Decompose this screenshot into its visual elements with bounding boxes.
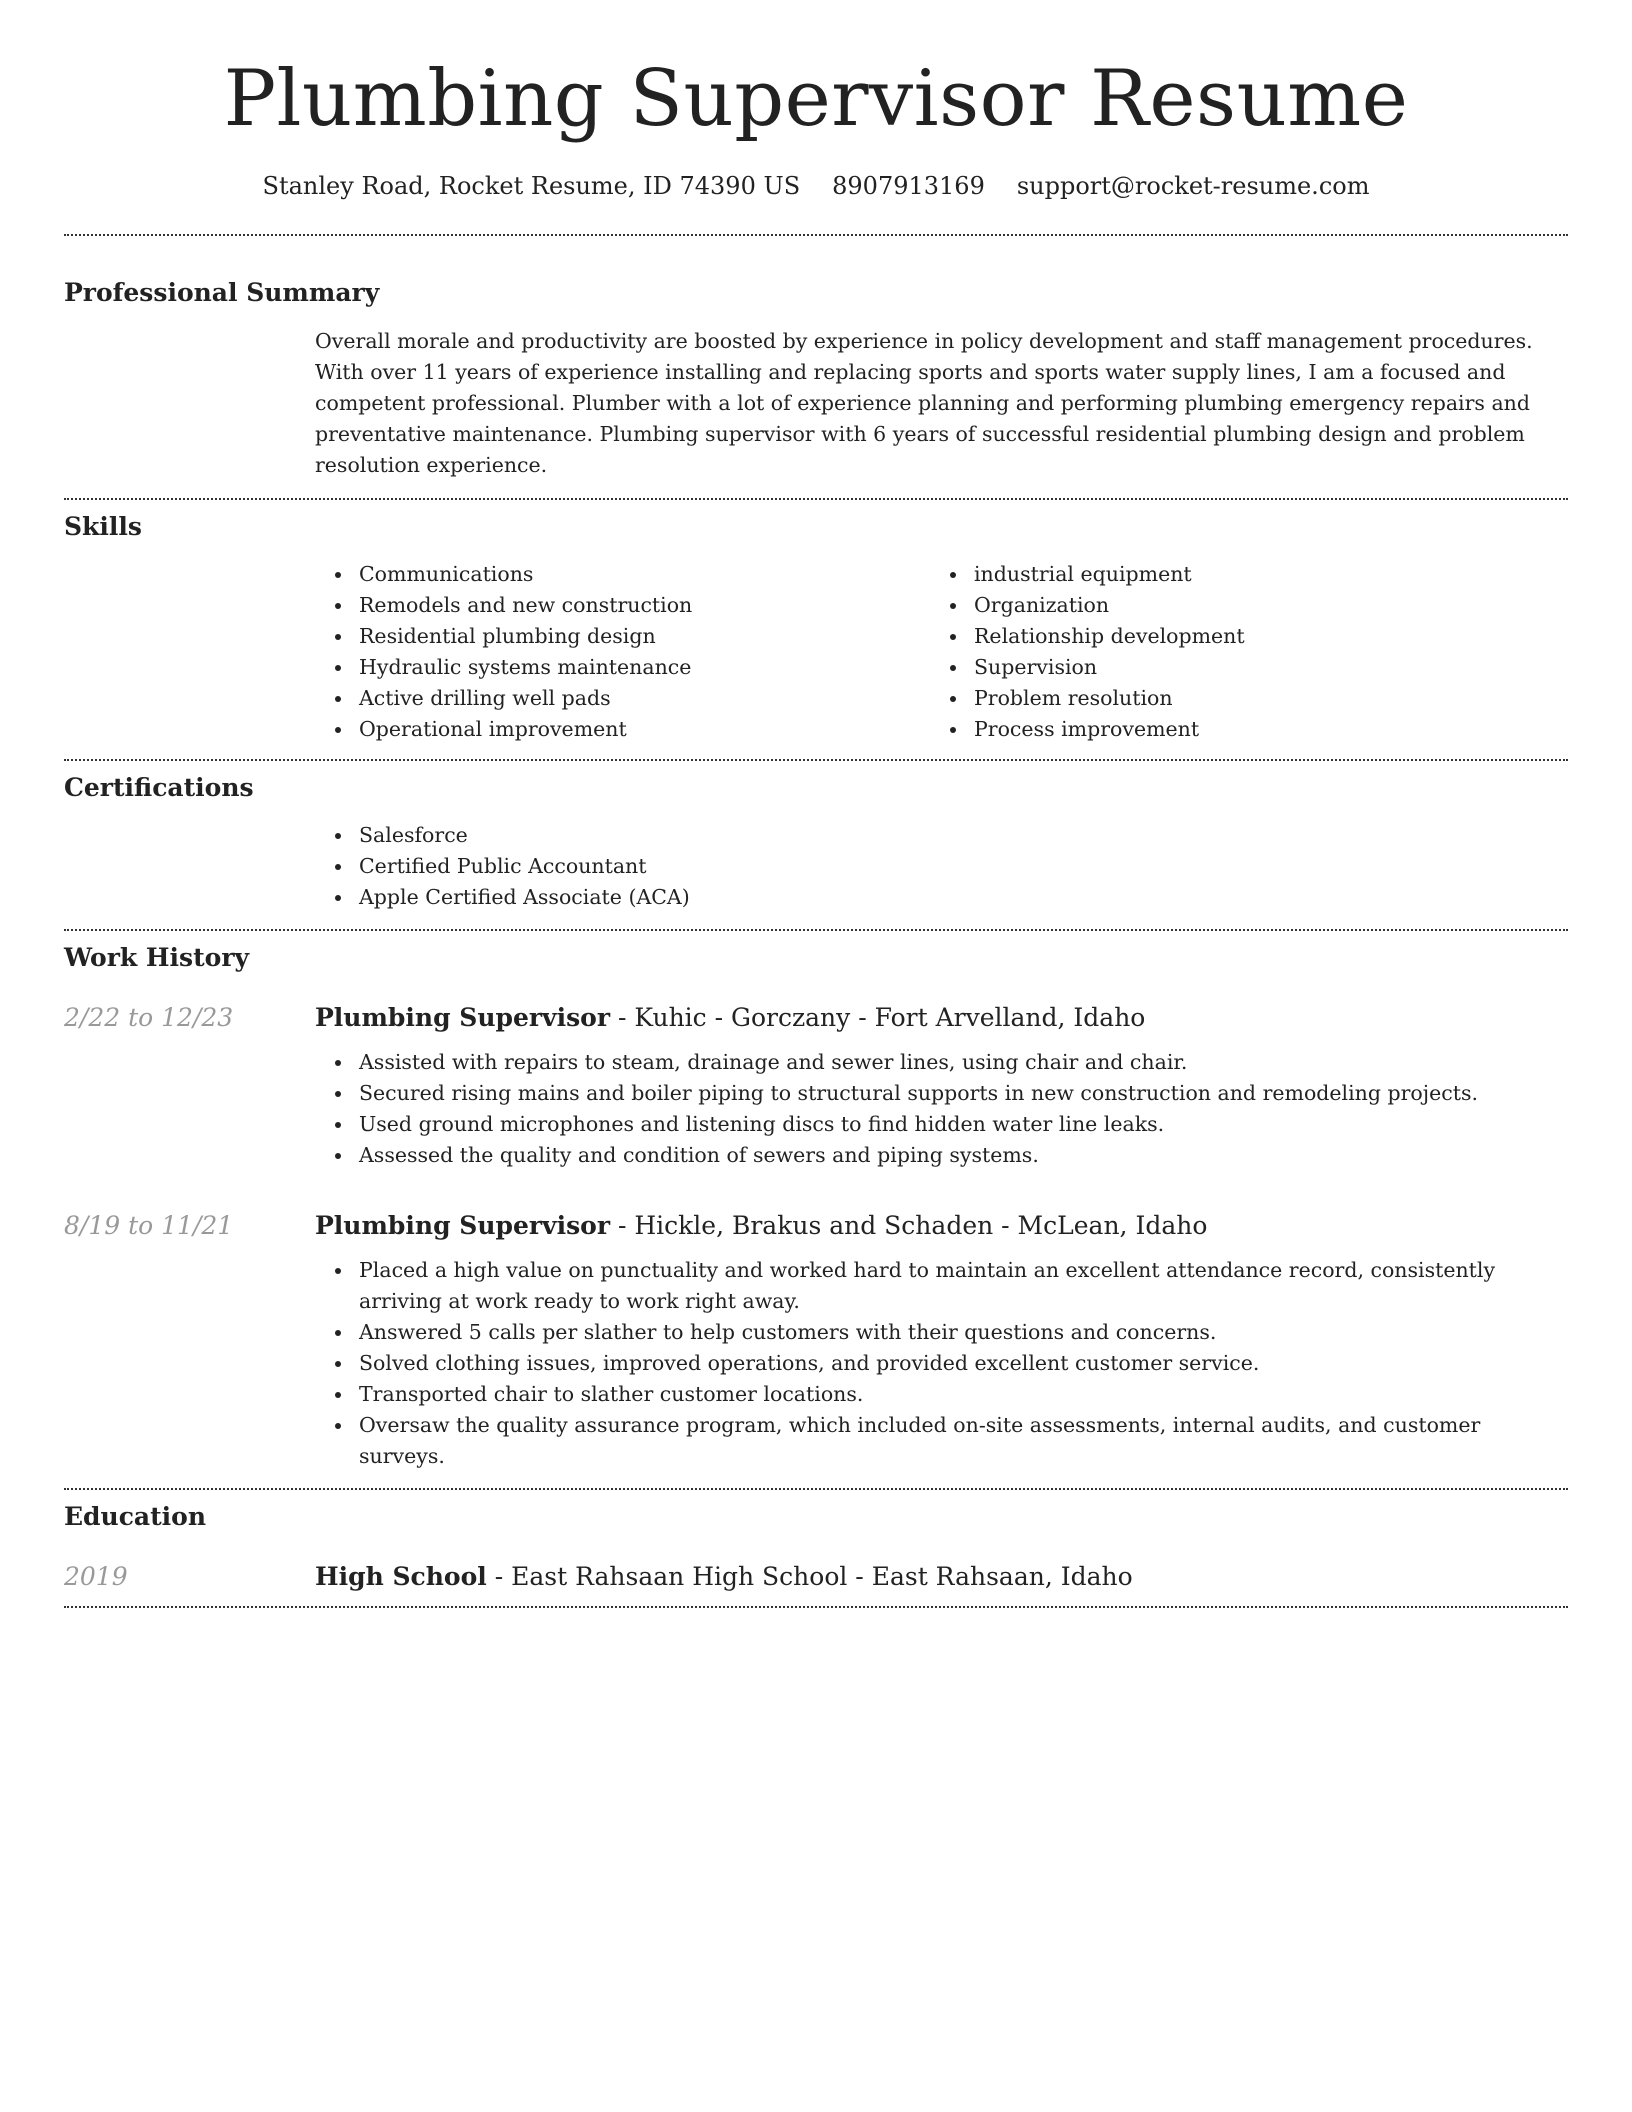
work-history-section	[64, 931, 1568, 1490]
skill-item: Operational improvement	[315, 714, 930, 745]
job-bullets	[315, 1255, 1568, 1472]
summary-section	[64, 236, 1568, 500]
certifications-section	[64, 761, 1568, 931]
job-bullet: Assessed the quality and condition of sewers and piping systems.	[315, 1140, 1568, 1171]
work-history-heading: Work History	[64, 943, 250, 972]
summary-heading: Professional Summary	[64, 278, 380, 307]
skills-list-right	[930, 559, 1545, 745]
contact-address: Stanley Road, Rocket Resume, ID 74390 US	[262, 172, 801, 200]
job-employer: - Hickle, Brakus and Schaden - McLean, Idaho	[610, 1211, 1208, 1240]
job-bullet: Placed a high value on punctuality and worked hard to maintain an excellent attendance record, consistently arriving at work ready to work right away.	[315, 1255, 1568, 1317]
skill-item: industrial equipment	[930, 559, 1545, 590]
skill-item: Process improvement	[930, 714, 1545, 745]
skills-list-left	[315, 559, 930, 745]
skill-item: Residential plumbing design	[315, 621, 930, 652]
job-details	[315, 1003, 1568, 1171]
skill-item: Remodels and new construction	[315, 590, 930, 621]
certifications-heading: Certifications	[64, 773, 254, 802]
education-degree: High School	[315, 1562, 487, 1591]
job-dates: 2/22 to 12/23	[64, 1003, 234, 1032]
skill-item: Relationship development	[930, 621, 1545, 652]
contact-email: support@rocket-resume.com	[1016, 172, 1370, 200]
certification-item: Salesforce	[315, 820, 1568, 851]
education-entry	[64, 1562, 1568, 1592]
job-details	[315, 1211, 1568, 1472]
job-bullet: Answered 5 calls per slather to help customers with their questions and concerns.	[315, 1317, 1568, 1348]
job-role: Plumbing Supervisor	[315, 1211, 610, 1240]
certifications-list	[315, 820, 1568, 913]
education-section	[64, 1490, 1568, 1608]
skills-columns	[315, 559, 1568, 745]
job-employer: - Kuhic - Gorczany - Fort Arvelland, Idaho	[610, 1003, 1146, 1032]
contact-phone: 8907913169	[832, 172, 985, 200]
skill-item: Communications	[315, 559, 930, 590]
skill-item: Organization	[930, 590, 1545, 621]
job-bullet: Assisted with repairs to steam, drainage and sewer lines, using chair and chair.	[315, 1047, 1568, 1078]
education-school: - East Rahsaan High School - East Rahsaan, Idaho	[486, 1562, 1133, 1591]
certification-item: Apple Certified Associate (ACA)	[315, 882, 1568, 913]
job-bullet: Solved clothing issues, improved operations, and provided excellent customer service.	[315, 1348, 1568, 1379]
skills-heading: Skills	[64, 512, 142, 541]
summary-text: Overall morale and productivity are boosted by experience in policy development and staff management procedures. With over 11 years of experience installing and replacing sports and sports water supply lines, I am a focused and competent professional. Plumber with a lot of experience planning and performing plumbing emergency repairs and preventative maintenance. Plumbing supervisor with 6 years of successful residential plumbing design and problem resolution experience.	[315, 329, 1533, 477]
job-dates: 8/19 to 11/21	[64, 1211, 234, 1240]
education-title	[315, 1562, 1568, 1592]
education-details	[315, 1562, 1568, 1592]
skill-item: Supervision	[930, 652, 1545, 683]
job-title	[315, 1003, 1568, 1033]
job-entry	[64, 1003, 1568, 1171]
job-bullet: Oversaw the quality assurance program, which included on-site assessments, internal audits, and customer surveys.	[315, 1410, 1568, 1472]
job-bullet: Secured rising mains and boiler piping to structural supports in new construction and remodeling projects.	[315, 1078, 1568, 1109]
education-dates: 2019	[64, 1562, 128, 1591]
skill-item: Active drilling well pads	[315, 683, 930, 714]
job-bullet: Transported chair to slather customer locations.	[315, 1379, 1568, 1410]
skill-item: Hydraulic systems maintenance	[315, 652, 930, 683]
job-role: Plumbing Supervisor	[315, 1003, 610, 1032]
job-entry	[64, 1211, 1568, 1472]
job-title	[315, 1211, 1568, 1241]
resume-title: Plumbing Supervisor Resume	[223, 54, 1409, 144]
skills-section	[64, 500, 1568, 761]
education-heading: Education	[64, 1502, 207, 1531]
certification-item: Certified Public Accountant	[315, 851, 1568, 882]
job-bullet: Used ground microphones and listening discs to find hidden water line leaks.	[315, 1109, 1568, 1140]
contact-line	[64, 172, 1568, 200]
skill-item: Problem resolution	[930, 683, 1545, 714]
job-bullets	[315, 1047, 1568, 1171]
